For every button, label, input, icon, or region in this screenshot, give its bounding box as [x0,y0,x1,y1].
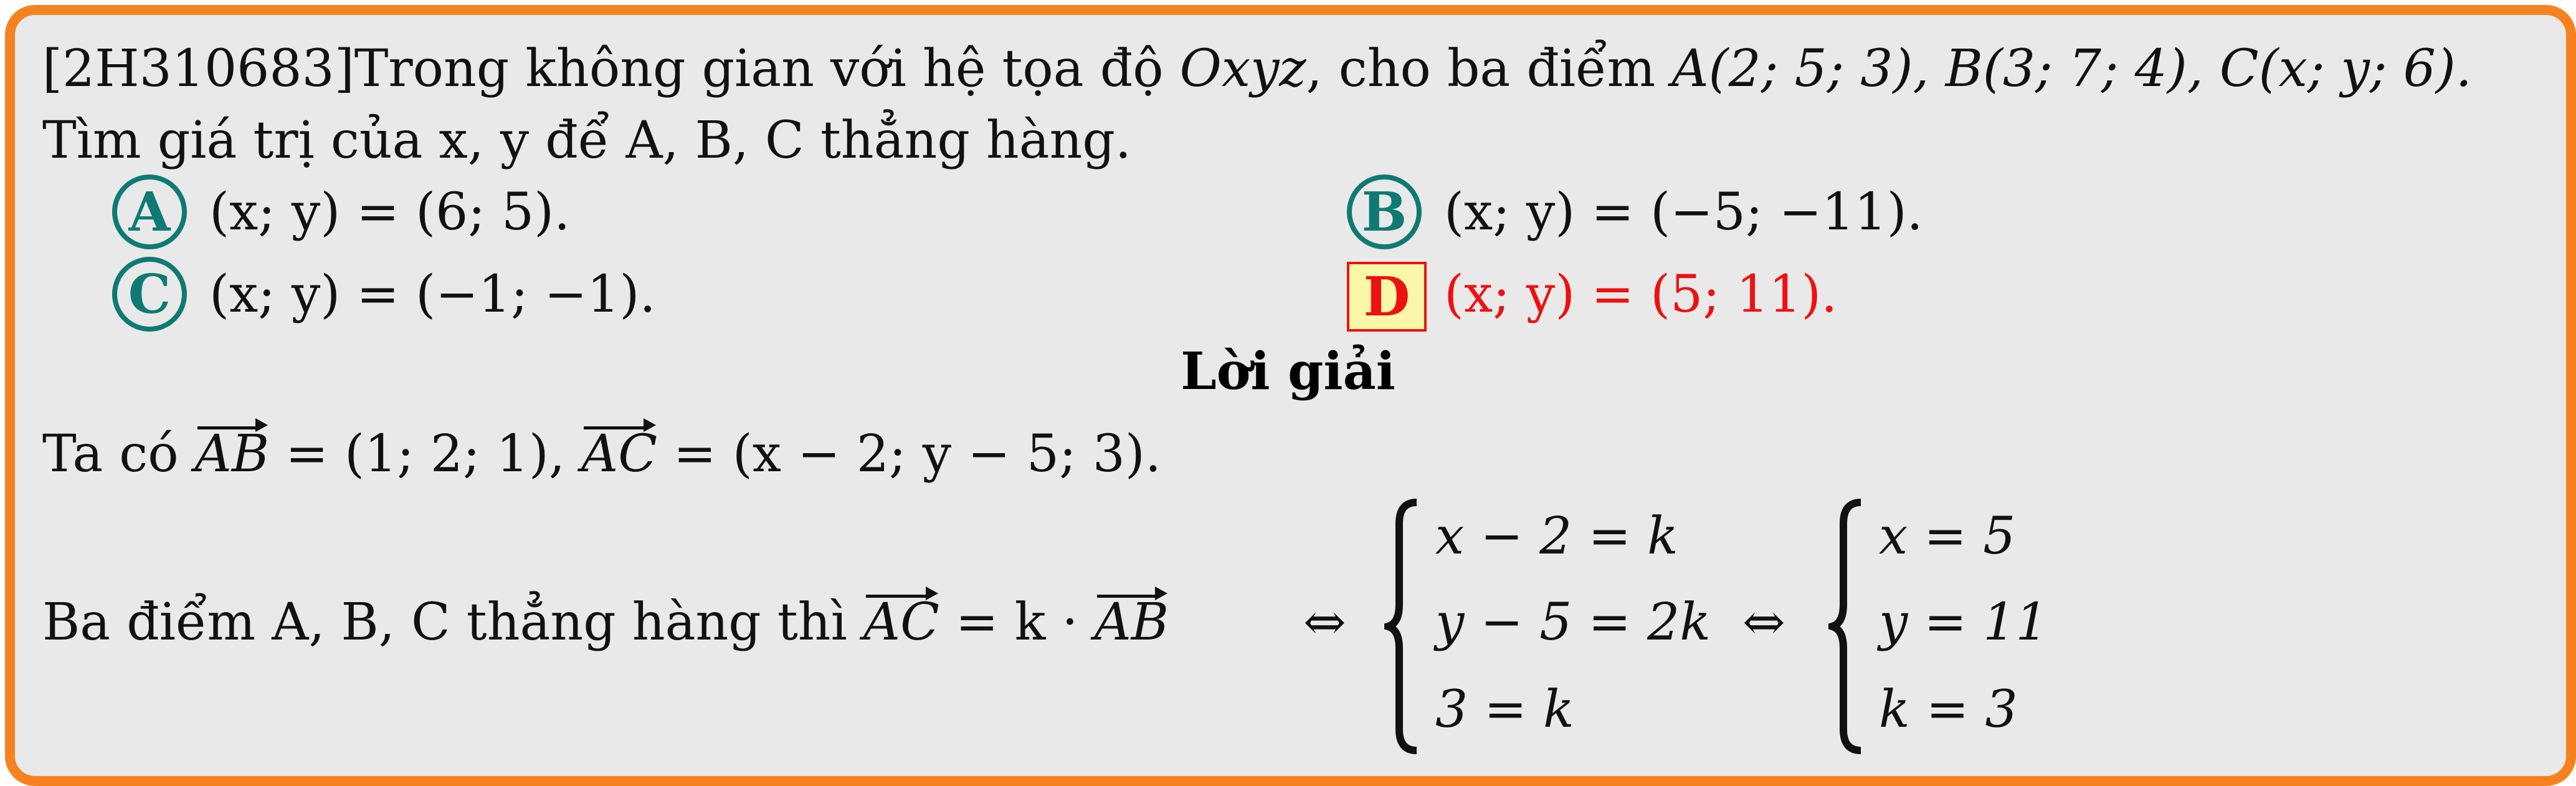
solution-line-2 [42,593,1169,652]
problem-line-2: Tìm giá trị của x, y để A, B, C thẳng hàng. [42,111,1131,170]
option-c-marker[interactable]: C [112,257,187,332]
solution-line1-mid: = (1; 2; 1), [269,424,581,484]
coordinate-system: Oxyz [1179,39,1306,98]
solution-line1-suffix: = (x − 2; y − 5; 3). [657,424,1161,484]
left-brace-1 [1384,499,1422,754]
problem-line-1 [42,39,2472,98]
option-d-text-correct[interactable]: (x; y) = (5; 11). [1444,265,1838,324]
system2-eq1: x = 5 [1879,507,2016,566]
problem-code: [2H310683] [42,39,354,98]
system1-eq2: y − 5 = 2k [1435,593,1711,652]
solution-title: Lời giải [1181,342,1395,401]
option-c-text[interactable]: (x; y) = (−1; −1). [209,265,656,324]
solution-line-1 [42,424,1161,484]
vector-ac-2: AC [863,593,939,652]
point-c: C(x; y; 6). [2219,39,2472,98]
system2-eq2: y = 11 [1879,593,2048,652]
solution-line2-mid: = k · [939,593,1095,652]
solution-line1-prefix: Ta có [42,424,195,484]
vector-ac: AC [581,424,657,484]
problem-text-prefix: Trong không gian với hệ tọa độ [354,39,1180,98]
problem-text-suffix: , cho ba điểm [1306,39,1672,98]
equivalence-symbol-1: ⇔ [1303,593,1346,652]
vector-ab-2: AB [1094,593,1169,652]
option-b-marker[interactable]: B [1347,175,1422,249]
left-brace-2 [1828,499,1866,754]
point-a: A(2; 5; 3), [1671,39,1946,98]
option-b-text[interactable]: (x; y) = (−5; −11). [1444,183,1923,242]
vector-ab: AB [194,424,270,484]
option-a-marker[interactable]: A [112,175,187,249]
system2-eq3: k = 3 [1879,680,2018,739]
system1-eq1: x − 2 = k [1435,507,1678,566]
solution-line2-prefix: Ba điểm A, B, C thẳng hàng thì [42,593,863,652]
option-a-text[interactable]: (x; y) = (6; 5). [209,183,571,242]
system1-eq3: 3 = k [1435,680,1574,739]
equivalence-symbol-2: ⇔ [1742,593,1785,652]
point-b: B(3; 7; 4), [1945,39,2220,98]
option-d-marker-correct[interactable]: D [1347,262,1427,332]
